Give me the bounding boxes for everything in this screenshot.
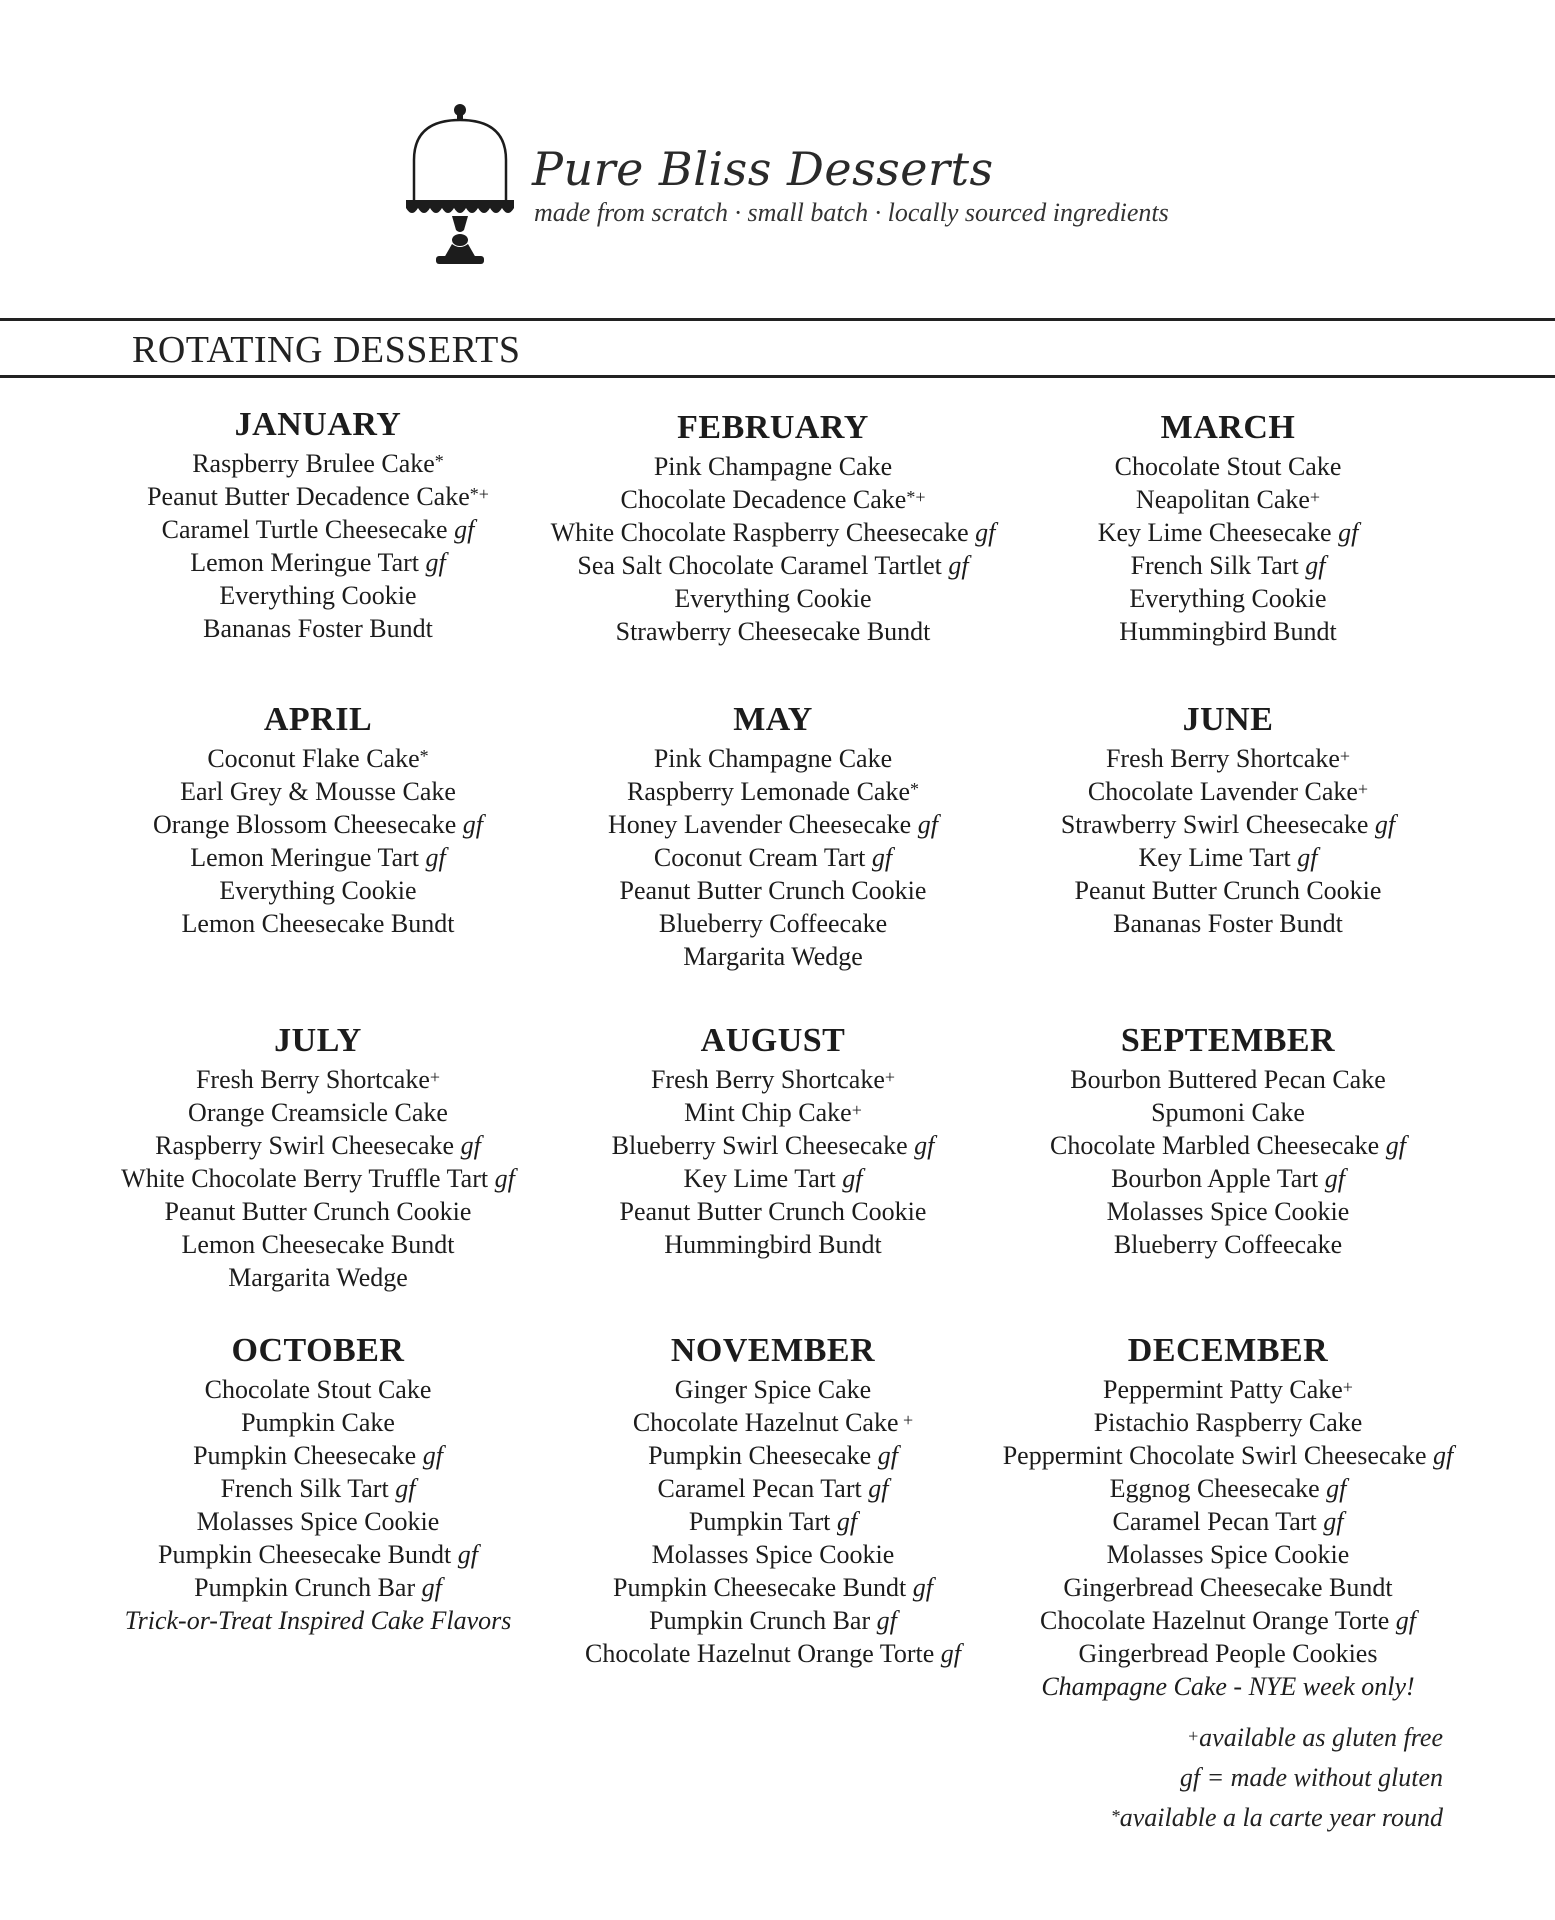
dessert-name: Earl Grey & Mousse Cake — [180, 777, 456, 806]
dessert-name: Blueberry Coffeecake — [658, 909, 888, 938]
availability-mark: + — [898, 1410, 914, 1430]
dessert-name: Pumpkin Cheesecake Bundt — [158, 1540, 452, 1569]
month-name: JULY — [274, 1022, 362, 1059]
dessert-name: Fresh Berry Shortcake — [195, 1065, 430, 1094]
dessert-name: Strawberry Cheesecake Bundt — [615, 617, 931, 646]
dessert-name: Hummingbird Bundt — [1119, 617, 1337, 646]
legend-star: *available a la carte year round — [1110, 1803, 1443, 1832]
dessert-item — [88, 841, 548, 874]
gluten-free-mark: gf — [454, 515, 475, 544]
gluten-free-mark: gf — [421, 1573, 442, 1602]
bottom-divider — [0, 375, 1555, 378]
dessert-name: Peanut Butter Crunch Cookie — [619, 1197, 927, 1226]
month-august — [543, 1021, 1003, 1261]
dessert-item — [998, 1637, 1458, 1670]
dessert-item — [543, 1505, 1003, 1538]
gluten-free-mark: gf — [425, 548, 446, 577]
dessert-item — [998, 1571, 1458, 1604]
dessert-name: Chocolate Decadence Cake — [620, 485, 907, 514]
dessert-item — [88, 546, 548, 579]
month-name: SEPTEMBER — [1120, 1022, 1336, 1059]
dessert-name: Mint Chip Cake — [684, 1098, 852, 1127]
dessert-name: Caramel Pecan Tart — [1112, 1507, 1317, 1536]
dessert-item — [998, 1162, 1458, 1195]
dessert-item — [88, 1472, 548, 1505]
dessert-name: Peanut Butter Decadence Cake — [147, 482, 470, 511]
gluten-free-mark: gf — [842, 1164, 863, 1193]
gluten-free-mark: gf — [1395, 1606, 1417, 1635]
dessert-item — [88, 1439, 548, 1472]
dessert-item — [543, 549, 1003, 582]
dessert-name: Chocolate Stout Cake — [1114, 452, 1342, 481]
dessert-item — [88, 480, 548, 513]
dessert-item — [88, 1571, 548, 1604]
gluten-free-mark: gf — [1324, 1164, 1345, 1193]
availability-mark: * — [419, 746, 429, 766]
dessert-item — [998, 516, 1458, 549]
dessert-name: Pumpkin Crunch Bar — [649, 1606, 871, 1635]
dessert-name: Key Lime Tart — [1138, 843, 1291, 872]
dessert-item — [998, 1195, 1458, 1228]
dessert-item — [998, 450, 1458, 483]
dessert-name: Raspberry Swirl Cheesecake — [155, 1131, 455, 1160]
dessert-item — [88, 808, 548, 841]
dessert-name: Molasses Spice Cookie — [1106, 1197, 1350, 1226]
dessert-item — [543, 808, 1003, 841]
dessert-name: Champagne Cake - NYE week only! — [1041, 1672, 1415, 1701]
dessert-item — [543, 1129, 1003, 1162]
brand-tagline: made from scratch · small batch · locally sourced ingredients — [534, 198, 1169, 227]
dessert-item — [998, 874, 1458, 907]
dessert-item — [543, 1439, 1003, 1472]
dessert-item — [998, 841, 1458, 874]
gluten-free-mark: gf — [1338, 518, 1359, 547]
month-january — [88, 405, 548, 645]
dessert-item — [543, 1162, 1003, 1195]
gluten-free-mark: gf — [425, 843, 446, 872]
dessert-item — [543, 1571, 1003, 1604]
dessert-name: Pumpkin Tart — [688, 1507, 831, 1536]
month-april — [88, 700, 548, 940]
dessert-name: Pink Champagne Cake — [653, 452, 893, 481]
dessert-name: Peanut Butter Crunch Cookie — [164, 1197, 472, 1226]
dessert-name: Pumpkin Crunch Bar — [194, 1573, 416, 1602]
dessert-name: Orange Creamsicle Cake — [188, 1098, 448, 1127]
dessert-name: Peanut Butter Crunch Cookie — [619, 876, 927, 905]
availability-mark: + — [429, 1067, 441, 1087]
dessert-name: White Chocolate Raspberry Cheesecake — [550, 518, 969, 547]
month-july — [88, 1021, 548, 1294]
gluten-free-mark: gf — [948, 551, 969, 580]
dessert-item — [88, 1228, 548, 1261]
dessert-name: French Silk Tart — [1130, 551, 1299, 580]
dessert-name: Pumpkin Cake — [241, 1408, 395, 1437]
dessert-name: Sea Salt Chocolate Caramel Tartlet — [577, 551, 942, 580]
month-name: JANUARY — [234, 406, 402, 443]
dessert-item — [998, 549, 1458, 582]
dessert-name: Chocolate Hazelnut Orange Torte — [1039, 1606, 1390, 1635]
dessert-name: Bananas Foster Bundt — [203, 614, 433, 643]
brand-name: Pure Bliss Desserts — [532, 142, 994, 196]
dessert-item — [998, 1129, 1458, 1162]
dessert-name: Pumpkin Cheesecake — [648, 1441, 872, 1470]
dessert-item — [998, 1538, 1458, 1571]
dessert-item — [543, 450, 1003, 483]
dessert-name: Everything Cookie — [219, 876, 417, 905]
gluten-free-mark: gf — [1326, 1474, 1347, 1503]
dessert-item — [88, 742, 548, 775]
gluten-free-mark: gf — [1385, 1131, 1406, 1160]
month-september — [998, 1021, 1458, 1261]
dessert-name: Lemon Meringue Tart — [190, 548, 419, 577]
dessert-name: Ginger Spice Cake — [674, 1375, 872, 1404]
dessert-item — [998, 1063, 1458, 1096]
dessert-item — [88, 1538, 548, 1571]
month-name: JUNE — [1182, 701, 1274, 738]
dessert-item — [88, 1096, 548, 1129]
dessert-item — [543, 1604, 1003, 1637]
dessert-name: French Silk Tart — [220, 1474, 389, 1503]
gluten-free-mark: gf — [1323, 1507, 1344, 1536]
dessert-name: Molasses Spice Cookie — [196, 1507, 440, 1536]
month-february — [543, 408, 1003, 648]
dessert-item — [88, 1604, 548, 1637]
dessert-name: Peanut Butter Crunch Cookie — [1074, 876, 1382, 905]
gluten-free-mark: gf — [876, 1606, 897, 1635]
month-november — [543, 1331, 1003, 1670]
gluten-free-mark: gf — [1297, 843, 1318, 872]
dessert-name: Everything Cookie — [1129, 584, 1327, 613]
availability-mark: *+ — [906, 487, 926, 507]
dessert-name: Chocolate Lavender Cake — [1087, 777, 1358, 806]
gluten-free-mark: gf — [457, 1540, 478, 1569]
dessert-name: Key Lime Cheesecake — [1097, 518, 1332, 547]
legend — [1111, 1718, 1443, 1838]
dessert-name: Lemon Meringue Tart — [190, 843, 419, 872]
month-name: FEBRUARY — [677, 409, 869, 446]
gluten-free-mark: gf — [940, 1639, 962, 1668]
gluten-free-mark: gf — [1433, 1441, 1454, 1470]
dessert-name: Peppermint Patty Cake — [1103, 1375, 1343, 1404]
dessert-name: Spumoni Cake — [1151, 1098, 1305, 1127]
availability-mark: * — [910, 779, 919, 799]
dessert-name: Eggnog Cheesecake — [1109, 1474, 1320, 1503]
dessert-name: Chocolate Stout Cake — [204, 1375, 432, 1404]
dessert-item — [998, 1373, 1458, 1406]
month-name: AUGUST — [700, 1022, 846, 1059]
dessert-name: Margarita Wedge — [683, 942, 863, 971]
dessert-item — [543, 1373, 1003, 1406]
availability-mark: + — [884, 1067, 896, 1087]
dessert-item — [998, 808, 1458, 841]
dessert-name: Molasses Spice Cookie — [651, 1540, 895, 1569]
dessert-item — [998, 775, 1458, 808]
dessert-item — [543, 1096, 1003, 1129]
gluten-free-mark: gf — [868, 1474, 889, 1503]
month-name: NOVEMBER — [670, 1332, 876, 1369]
dessert-item — [88, 1261, 548, 1294]
dessert-item — [998, 615, 1458, 648]
dessert-name: Fresh Berry Shortcake — [650, 1065, 885, 1094]
availability-mark: + — [1339, 746, 1351, 766]
dessert-item — [998, 1406, 1458, 1439]
dessert-name: Pink Champagne Cake — [653, 744, 893, 773]
dessert-item — [88, 775, 548, 808]
dessert-name: Raspberry Brulee Cake — [192, 449, 435, 478]
gluten-free-mark: gf — [494, 1164, 515, 1193]
gluten-free-mark: gf — [877, 1441, 898, 1470]
dessert-name: Orange Blossom Cheesecake — [153, 810, 457, 839]
dessert-item — [998, 907, 1458, 940]
availability-mark: + — [851, 1100, 862, 1120]
dessert-item — [543, 516, 1003, 549]
dessert-name: Raspberry Lemonade Cake — [626, 777, 910, 806]
dessert-item — [88, 579, 548, 612]
dessert-name: Lemon Cheesecake Bundt — [181, 909, 455, 938]
dessert-name: White Chocolate Berry Truffle Tart — [121, 1164, 489, 1193]
dessert-item — [543, 1063, 1003, 1096]
dessert-item — [88, 1406, 548, 1439]
dessert-item — [88, 1129, 548, 1162]
dessert-item — [88, 1505, 548, 1538]
dessert-item — [88, 907, 548, 940]
dessert-item — [88, 1373, 548, 1406]
dessert-name: Caramel Pecan Tart — [657, 1474, 862, 1503]
month-name: OCTOBER — [231, 1332, 405, 1369]
dessert-item — [88, 1195, 548, 1228]
availability-mark: * — [434, 451, 444, 471]
dessert-item — [543, 940, 1003, 973]
dessert-name: Blueberry Swirl Cheesecake — [611, 1131, 908, 1160]
dessert-name: Coconut Flake Cake — [207, 744, 420, 773]
dessert-item — [543, 775, 1003, 808]
dessert-name: Hummingbird Bundt — [664, 1230, 882, 1259]
dessert-name: Peppermint Chocolate Swirl Cheesecake — [1002, 1441, 1427, 1470]
dessert-name: Everything Cookie — [674, 584, 872, 613]
dessert-item — [543, 1637, 1003, 1670]
dessert-name: Lemon Cheesecake Bundt — [181, 1230, 455, 1259]
dessert-name: Gingerbread People Cookies — [1078, 1639, 1378, 1668]
dessert-item — [998, 582, 1458, 615]
month-march — [998, 408, 1458, 648]
header — [0, 0, 1555, 300]
dessert-item — [998, 1670, 1458, 1703]
dessert-name: Molasses Spice Cookie — [1106, 1540, 1350, 1569]
dessert-item — [88, 447, 548, 480]
dessert-item — [543, 841, 1003, 874]
availability-mark: *+ — [469, 484, 489, 504]
gluten-free-mark: gf — [912, 1573, 933, 1602]
month-name: DECEMBER — [1127, 1332, 1329, 1369]
dessert-item — [88, 874, 548, 907]
dessert-name: Fresh Berry Shortcake — [1105, 744, 1340, 773]
dessert-name: Bananas Foster Bundt — [1113, 909, 1343, 938]
dessert-name: Coconut Cream Tart — [653, 843, 866, 872]
dessert-item — [998, 1096, 1458, 1129]
dessert-item — [998, 1505, 1458, 1538]
availability-mark: + — [1342, 1377, 1353, 1397]
gluten-free-mark: gf — [460, 1131, 481, 1160]
dessert-item — [88, 1162, 548, 1195]
month-may — [543, 700, 1003, 973]
gluten-free-mark: gf — [395, 1474, 416, 1503]
month-october — [88, 1331, 548, 1637]
dessert-item — [543, 742, 1003, 775]
dessert-name: Neapolitan Cake — [1135, 485, 1310, 514]
dessert-item — [543, 1195, 1003, 1228]
dessert-name: Pumpkin Cheesecake Bundt — [613, 1573, 907, 1602]
gluten-free-mark: gf — [836, 1507, 858, 1536]
availability-mark: + — [1309, 487, 1321, 507]
gluten-free-mark: gf — [1305, 551, 1326, 580]
dessert-name: Pumpkin Cheesecake — [193, 1441, 417, 1470]
dessert-name: Trick-or-Treat Inspired Cake Flavors — [124, 1606, 512, 1635]
dessert-item — [998, 742, 1458, 775]
dessert-name: Margarita Wedge — [228, 1263, 408, 1292]
dessert-item — [88, 513, 548, 546]
month-name: MARCH — [1160, 409, 1296, 446]
month-name: APRIL — [263, 701, 373, 738]
dessert-item — [543, 1228, 1003, 1261]
dessert-item — [543, 615, 1003, 648]
dessert-item — [998, 1228, 1458, 1261]
dessert-item — [543, 874, 1003, 907]
gluten-free-mark: gf — [914, 1131, 935, 1160]
month-june — [998, 700, 1458, 940]
dessert-name: Everything Cookie — [219, 581, 417, 610]
month-december — [998, 1331, 1458, 1703]
dessert-item — [88, 612, 548, 645]
dessert-item — [998, 1604, 1458, 1637]
dessert-item — [998, 1472, 1458, 1505]
top-divider — [0, 318, 1555, 321]
cake-stand-logo-icon — [400, 100, 520, 270]
dessert-name: Blueberry Coffeecake — [1113, 1230, 1343, 1259]
section-title: ROTATING DESSERTS — [132, 329, 521, 371]
dessert-name: Chocolate Marbled Cheesecake — [1050, 1131, 1380, 1160]
dessert-name: Honey Lavender Cheesecake — [608, 810, 912, 839]
gluten-free-mark: gf — [975, 518, 996, 547]
dessert-name: Key Lime Tart — [683, 1164, 836, 1193]
dessert-item — [543, 582, 1003, 615]
dessert-name: Bourbon Buttered Pecan Cake — [1070, 1065, 1386, 1094]
dessert-item — [998, 1439, 1458, 1472]
dessert-item — [88, 1063, 548, 1096]
dessert-name: Strawberry Swirl Cheesecake — [1060, 810, 1369, 839]
dessert-name: Pistachio Raspberry Cake — [1093, 1408, 1363, 1437]
gluten-free-mark: gf — [917, 810, 938, 839]
dessert-item — [543, 1472, 1003, 1505]
dessert-name: Bourbon Apple Tart — [1111, 1164, 1319, 1193]
legend-gf: gf = made without gluten — [1179, 1763, 1443, 1792]
availability-mark: + — [1357, 779, 1369, 799]
dessert-name: Gingerbread Cheesecake Bundt — [1063, 1573, 1393, 1602]
gluten-free-mark: gf — [422, 1441, 443, 1470]
dessert-item — [543, 1406, 1003, 1439]
gluten-free-mark: gf — [1374, 810, 1396, 839]
dessert-name: Caramel Turtle Cheesecake — [161, 515, 448, 544]
gluten-free-mark: gf — [462, 810, 483, 839]
dessert-item — [543, 907, 1003, 940]
month-name: MAY — [733, 701, 813, 738]
dessert-item — [998, 483, 1458, 516]
dessert-name: Chocolate Hazelnut Cake — [632, 1408, 899, 1437]
dessert-name: Chocolate Hazelnut Orange Torte — [584, 1639, 935, 1668]
gluten-free-mark: gf — [871, 843, 893, 872]
dessert-item — [543, 483, 1003, 516]
dessert-item — [543, 1538, 1003, 1571]
legend-plus: +available as gluten free — [1187, 1723, 1443, 1752]
